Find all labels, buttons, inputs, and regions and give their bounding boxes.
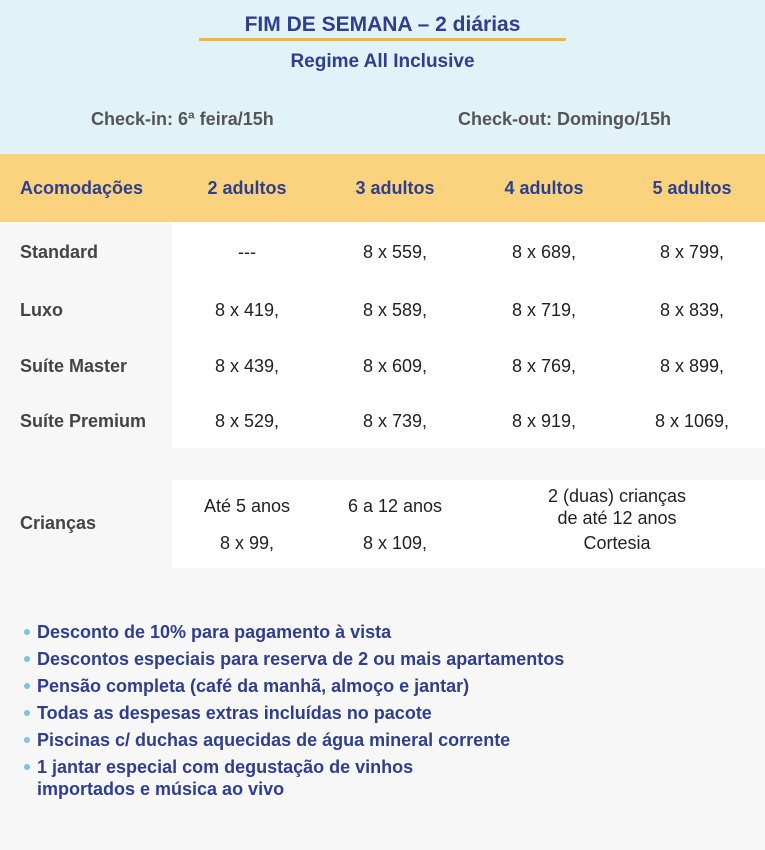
table-cell: 8 x 559, xyxy=(362,242,428,262)
table-cell: 8 x 419, xyxy=(214,300,280,320)
table-cell: 8 x 739, xyxy=(362,411,428,431)
benefits-list xyxy=(24,621,564,800)
list-item: Piscinas c/ duchas aquecidas de água mineral corrente xyxy=(24,729,564,751)
kids-free-label: Cortesia xyxy=(583,533,651,553)
header-panel xyxy=(0,0,765,154)
checkin-info: Check-in: 6ª feira/15h xyxy=(91,109,274,129)
row-label-suite-premium: Suíte Premium xyxy=(20,411,147,431)
table-cell: --- xyxy=(238,242,256,262)
table-cell: 8 x 799, xyxy=(659,242,725,262)
kids-price-6-12: 8 x 109, xyxy=(362,533,428,553)
table-cell: 8 x 919, xyxy=(511,411,577,431)
kids-free-line-1: 2 (duas) crianças xyxy=(547,486,687,506)
kids-free-line-2: de até 12 anos xyxy=(557,508,677,528)
list-item: Pensão completa (café da manhã, almoço e jantar) xyxy=(24,675,564,697)
table-cell: 8 x 719, xyxy=(511,300,577,320)
row-label-luxo: Luxo xyxy=(20,300,63,320)
table-cell: 8 x 439, xyxy=(214,356,280,376)
page-subtitle: Regime All Inclusive xyxy=(290,51,475,72)
table-cell: 8 x 769, xyxy=(511,356,577,376)
list-item-line-2: importados e música ao vivo xyxy=(37,779,285,799)
table-cell: 8 x 1069, xyxy=(654,411,730,431)
row-label-suite-master: Suíte Master xyxy=(20,356,128,376)
column-header-4-adults: 4 adultos xyxy=(504,178,584,198)
page-title: FIM DE SEMANA – 2 diárias xyxy=(244,13,521,36)
kids-price-under-5: 8 x 99, xyxy=(219,533,275,553)
column-header-accommodations: Acomodações xyxy=(20,178,144,198)
list-item-line-1: 1 jantar especial com degustação de vinhos xyxy=(37,757,414,777)
kids-age-under-5: Até 5 anos xyxy=(203,496,291,516)
table-cell: 8 x 839, xyxy=(659,300,725,320)
row-label-standard: Standard xyxy=(20,242,99,262)
list-item: Todas as despesas extras incluídas no pacote xyxy=(24,702,564,724)
column-header-3-adults: 3 adultos xyxy=(355,178,435,198)
kids-age-6-12: 6 a 12 anos xyxy=(347,496,443,516)
table-cell: 8 x 529, xyxy=(214,411,280,431)
column-header-5-adults: 5 adultos xyxy=(652,178,732,198)
title-underline xyxy=(199,38,566,41)
list-item xyxy=(24,756,564,800)
list-item: Descontos especiais para reserva de 2 ou mais apartamentos xyxy=(24,648,564,670)
table-header xyxy=(0,154,765,222)
table-cell: 8 x 899, xyxy=(659,356,725,376)
list-item: Desconto de 10% para pagamento à vista xyxy=(24,621,564,643)
table-cell: 8 x 609, xyxy=(362,356,428,376)
column-header-2-adults: 2 adultos xyxy=(207,178,287,198)
table-cell: 8 x 689, xyxy=(511,242,577,262)
table-cell: 8 x 589, xyxy=(362,300,428,320)
checkout-info: Check-out: Domingo/15h xyxy=(458,109,672,129)
kids-label: Crianças xyxy=(20,513,97,533)
